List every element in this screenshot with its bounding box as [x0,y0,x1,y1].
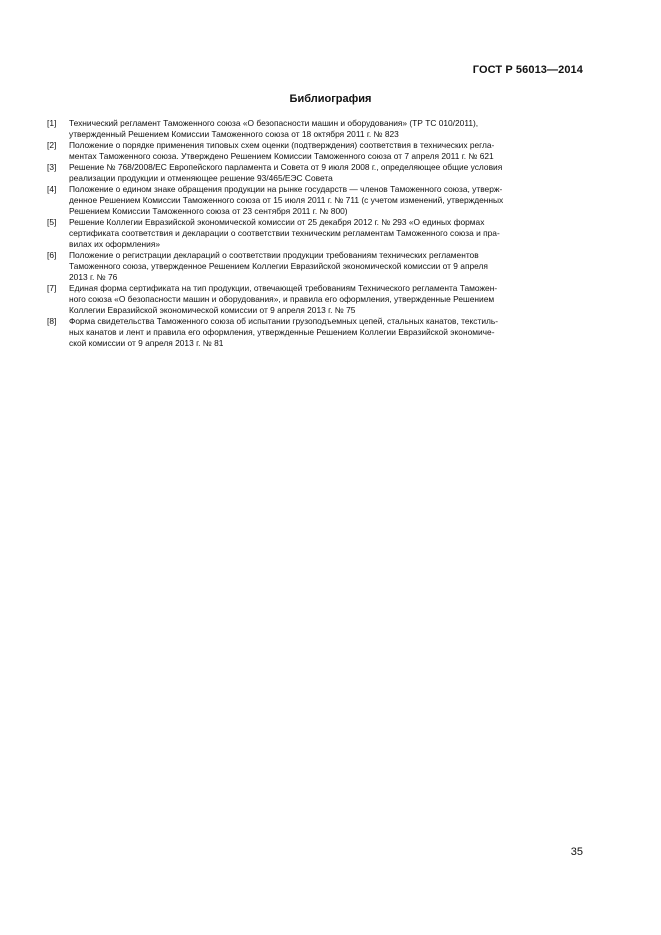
bibliography-list [47,118,583,349]
bibliography-item-line: Технический регламент Таможенного союза «О безопасности машин и оборудования» (ТР ТС 010/2011), [69,118,479,128]
bibliography-item [47,118,583,140]
bibliography-item [47,140,583,162]
bibliography-item-line: Таможенного союза, утвержденное Решением Коллегии Евразийской экономической комиссии от 9 апреля [69,261,488,271]
bibliography-item-line: ментах Таможенного союза. Утверждено Решением Комиссии Таможенного союза от 7 апреля 2011 г. № 621 [69,151,494,161]
bibliography-item-line: ных канатов и лент и правила его оформления, утвержденные Решением Коллегии Евразийской экономиче- [69,327,495,337]
bibliography-item-text [69,250,583,283]
document-code: ГОСТ Р 56013—2014 [472,64,583,76]
bibliography-item-line: Положение о едином знаке обращения продукции на рынке государств — членов Таможенного союза, утверж- [69,184,503,194]
bibliography-item-number: [4] [47,184,57,194]
bibliography-item [47,162,583,184]
bibliography-item-line: денное Решением Комиссии Таможенного союза от 15 июля 2011 г. № 711 (с учетом изменений, утвержденных [69,195,504,205]
bibliography-item-number: [2] [47,140,57,150]
bibliography-item-line: ного союза «О безопасности машин и оборудования», и правила его оформления, утвержденные Решением [69,294,495,304]
bibliography-item-line: сертификата соответствия и декларации о соответствии техническим регламентам Таможенного союза и пра- [69,228,500,238]
bibliography-item-text [69,217,583,250]
bibliography-item-text [69,140,583,162]
bibliography-item-number: [5] [47,217,57,227]
bibliography-item-line: утвержденный Решением Комиссии Таможенного союза от 18 октября 2011 г. № 823 [69,129,399,139]
bibliography-item-line: Решением Комиссии Таможенного союза от 23 сентября 2011 г. № 800) [69,206,348,216]
bibliography-item-line: Форма свидетельства Таможенного союза об испытании грузоподъемных цепей, стальных канатов, текстиль- [69,316,499,326]
bibliography-item-line: Положение о регистрации деклараций о соответствии продукции требованиям технических регламентов [69,250,479,260]
bibliography-item [47,184,583,217]
bibliography-item-number: [1] [47,118,57,128]
bibliography-item-line: 2013 г. № 76 [69,272,118,282]
bibliography-item [47,250,583,283]
bibliography-title: Библиография [289,93,372,105]
bibliography-item-line: Решение Коллегии Евразийской экономической комиссии от 25 декабря 2012 г. № 293 «О единых формах [69,217,485,227]
bibliography-item-text [69,118,583,140]
bibliography-item-line: Положение о порядке применения типовых схем оценки (подтверждения) соответствия в технических регла- [69,140,495,150]
bibliography-item-line: Коллегии Евразийской экономической комиссии от 9 апреля 2013 г. № 75 [69,305,356,315]
bibliography-item [47,316,583,349]
bibliography-item-number: [8] [47,316,57,326]
bibliography-item [47,283,583,316]
bibliography-item-text [69,184,583,217]
bibliography-item-text [69,162,583,184]
bibliography-item-line: Единая форма сертификата на тип продукции, отвечающей требованиям Технического регламента Таможен- [69,283,498,293]
bibliography-item-line: реализации продукции и отменяющее решение 93/465/ЕЭС Совета [69,173,333,183]
bibliography-item-line: вилах их оформления» [69,239,161,249]
bibliography-item [47,217,583,250]
bibliography-item-line: Решение № 768/2008/ЕС Европейского парламента и Совета от 9 июля 2008 г., определяющее общие условия [69,162,503,172]
bibliography-item-line: ской комиссии от 9 апреля 2013 г. № 81 [69,338,224,348]
bibliography-item-number: [7] [47,283,57,293]
page-number: 35 [570,846,583,858]
bibliography-item-text [69,316,583,349]
bibliography-item-number: [3] [47,162,57,172]
bibliography-item-text [69,283,583,316]
bibliography-item-number: [6] [47,250,57,260]
